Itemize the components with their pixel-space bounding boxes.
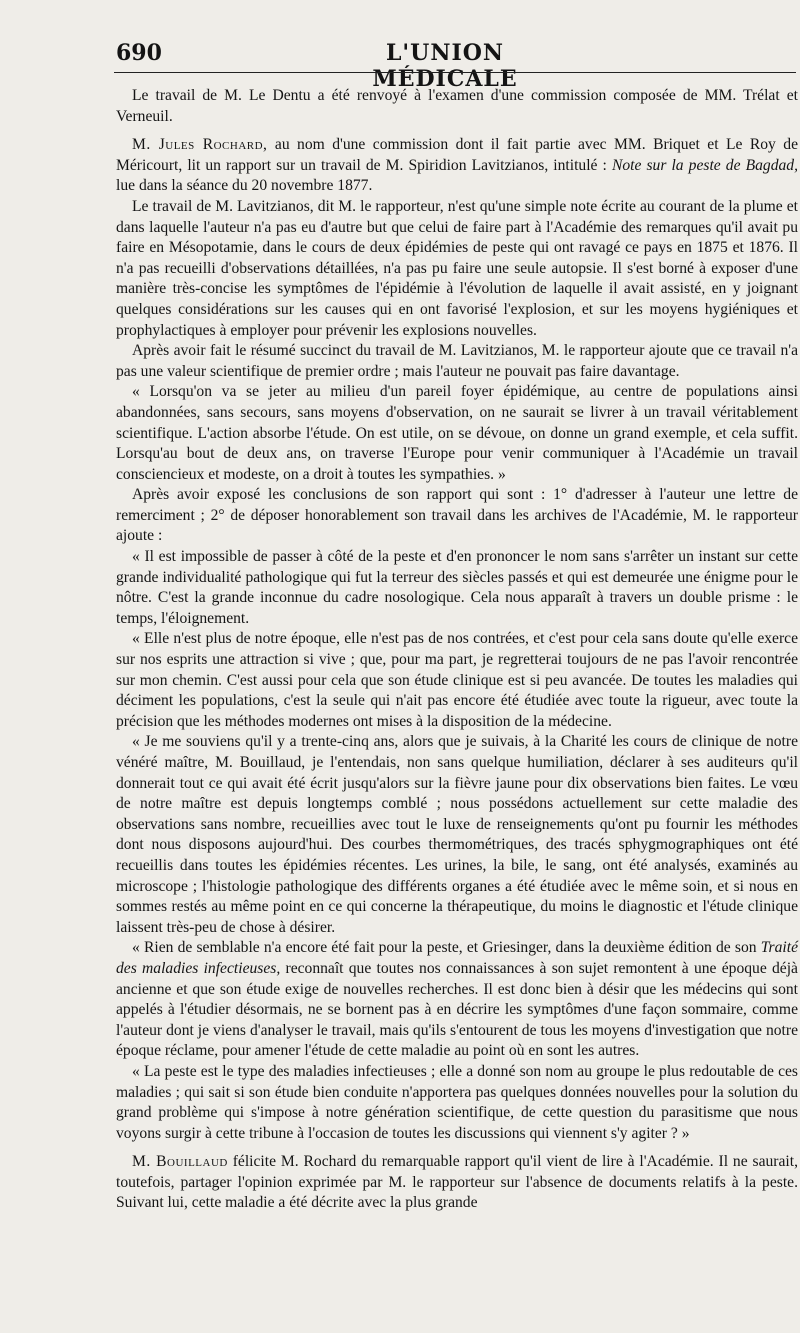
paragraph-text: « Rien de semblable n'a encore été fait pour la peste, et Griesinger, dans la deuxième édition de son xyxy=(132,939,761,957)
header-rule xyxy=(114,72,796,73)
running-title: L'UNION MÉDICALE xyxy=(372,40,518,92)
paragraph-text: « La peste est le type des maladies infectieuses ; elle a donné son nom au groupe le plus redoutable de ces maladies ; qui sait si son étude bien conduite n'apportera pas quelques données nouvelles pour la solution du grand problème qui s'impose à notre génération scientifique, de cette question du parasitisme que nous voyons surgir à cette tribune à l'occasion de toutes les discussions qui viennent s'y agiter ? » xyxy=(116,1062,798,1142)
paragraph-6 xyxy=(116,485,798,547)
paragraph-1 xyxy=(116,86,798,127)
speaker-name: M. Bouillaud xyxy=(132,1153,228,1171)
paragraph-5 xyxy=(116,382,798,485)
paragraph-text: « Elle n'est plus de notre époque, elle n'est pas de nos contrées, et c'est pour cela sans doute qu'elle exerce sur nos esprits une attraction si vive ; que, pour ma part, je regretterai toujours de ne pas l'avoir rencontrée sur mon chemin. C'est aussi pour cela que son étude clinique est si peu avancée. De toutes les maladies qui déciment les populations, c'est la seule qui n'ait pas encore été étudiée avec toute la rigueur, avec toute la précision que les méthodes modernes ont mises à la disposition de la médecine. xyxy=(116,630,798,730)
paragraph-4 xyxy=(116,341,798,382)
work-title: Note sur la peste de Bagdad, xyxy=(611,156,798,174)
paragraph-10 xyxy=(116,938,798,1062)
paragraph-text: « Je me souviens qu'il y a trente-cinq ans, alors que je suivais, à la Charité les cours de clinique de notre vénéré maître, M. Bouillaud, je l'entendais, non sans quelque humiliation, déclarer à ses auditeurs qu'il donnerait tout ce qui avait été écrit jusqu'alors sur la fièvre jaune pour dix observations bien faites. Le vœu de notre maître est depuis longtemps comblé ; nous possédons actuellement sur cette maladie des observations sans nombre, recueillies avec tout le luxe de renseignements qu'ont pu fournir les méthodes dont nous disposons aujourd'hui. Des courbes thermométriques, des tracés sphygmographiques ont été recueillis dans toutes les épidémies récentes. Les urines, la bile, le sang, ont été analysés, examinés au microscope ; l'histologie pathologique des différents organes a été étudiée avec le même soin, et si nous en sommes restés au même point en ce qui concerne la thérapeutique, du moins le diagnostic et l'étude clinique laissent très-peu de chose à désirer. xyxy=(116,733,798,936)
paragraph-text: Le travail de M. Lavitzianos, dit M. le rapporteur, n'est qu'une simple note écrite au courant de la plume et dans laquelle l'auteur n'a pas eu d'autre but que celui de faire part à l'Académie des remarques qu'il avait pu faire en Mésopotamie, dans le cours de deux épidémies de peste qui ont ravagé ce pays en 1875 et 1876. Il n'a pas recueilli d'observations détaillées, n'a pas pu faire une seule autopsie. Il s'est borné à exposer d'une manière très-concise les symptômes de l'épidémie à l'évolution de laquelle il avait assisté, en y joignant quelques considérations sur les causes qui en ont favorisé l'explosion, et sur les moyens hygiéniques et prophylactiques à employer pour prévenir les explosions nouvelles. xyxy=(116,197,798,339)
paragraph-12 xyxy=(116,1152,798,1214)
paragraph-tail: reconnaît que toutes nos connaissances à son sujet remontent à une époque déjà ancienne et que son étude exige de nouvelles recherches. Il est donc bien à désir que les médecins qui sont appelés à l'étudier désormais, ne se bornent pas à en décrire les symptômes d'une façon sommaire, comme l'auteur dont je viens d'analyser le travail, mais qu'ils s'entourent de tous les moyens d'investigation que notre époque réclame, pour amener l'étude de cette maladie au point où en sont les autres. xyxy=(116,959,798,1060)
paragraph-tail: lue dans la séance du 20 novembre 1877. xyxy=(116,177,373,195)
paragraph-2 xyxy=(116,135,798,197)
paragraph-9 xyxy=(116,732,798,938)
paragraph-3 xyxy=(116,197,798,341)
paragraph-text: Le travail de M. Le Dentu a été renvoyé à l'examen d'une commission composée de MM. Trélat et Verneuil. xyxy=(116,87,798,125)
paragraph-text: Après avoir fait le résumé succinct du travail de M. Lavitzianos, M. le rapporteur ajoute que ce travail n'a pas une valeur scientifique de premier ordre ; mais l'auteur ne pouvait pas faire davantage. xyxy=(116,342,798,380)
page-header xyxy=(0,0,800,92)
speaker-name: M. Jules Rochard, xyxy=(132,136,268,154)
paragraph-text: au nom d'une commission dont il fait partie avec MM. Briquet et Le Roy de Méricourt, lit un rapport sur un travail de M. Spiridion Lavitzianos, intitulé : xyxy=(116,136,798,174)
paragraph-text: « Il est impossible de passer à côté de la peste et d'en prononcer le nom sans s'arrêter un instant sur cette grande individualité pathologique qui fut la terreur des siècles passés et qui est demeurée une énigme pour le nôtre. C'est la grande inconnue du cadre nosologique. Cela nous apparaît à travers un double prisme : le temps, l'éloignement. xyxy=(116,548,798,627)
paragraph-text: félicite M. Rochard du remarquable rapport qu'il vient de lire à l'Académie. Il ne saurait, toutefois, partager l'opinion exprimée par M. le rapporteur sur l'absence de documents relatifs à la peste. Suivant lui, cette maladie a été décrite avec la plus grande xyxy=(116,1153,798,1212)
paragraph-text: « Lorsqu'on va se jeter au milieu d'un pareil foyer épidémique, au centre de populations ainsi abandonnées, sans secours, sans moyens d'observation, on ne saurait se livrer à un travail véritablement scientifique. L'action absorbe l'étude. On est utile, on se dévoue, on donne un grand exemple, et cela suffit. Lorsqu'au bout de deux ans, on traverse l'Europe pour venir communiquer à l'Académie un travail consciencieux et modeste, on a droit à toutes les sympathies. » xyxy=(116,383,798,483)
paragraph-11 xyxy=(116,1062,798,1144)
paragraph-text: Après avoir exposé les conclusions de son rapport qui sont : 1° d'adresser à l'auteur une lettre de remerciment ; 2° de déposer honorablement son travail dans les archives de l'Académie, M. le rapporteur ajoute : xyxy=(116,486,798,545)
page-number: 690 xyxy=(116,40,162,66)
work-title: Traité des maladies infectieuses, xyxy=(116,939,798,977)
article-body xyxy=(116,86,798,1214)
paragraph-7 xyxy=(116,547,798,629)
paragraph-8 xyxy=(116,629,798,732)
